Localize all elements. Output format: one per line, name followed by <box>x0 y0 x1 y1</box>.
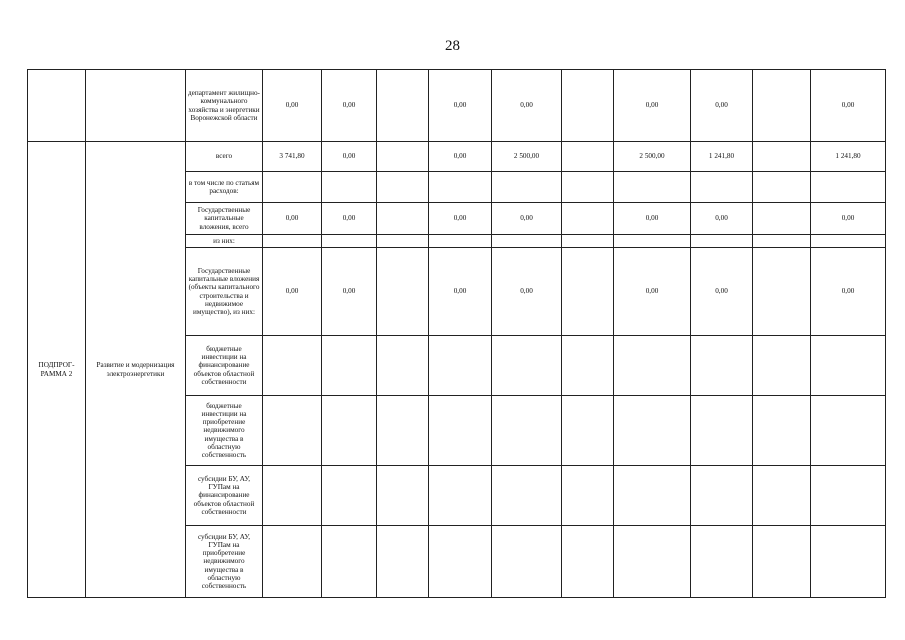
value-cell <box>562 526 614 598</box>
value-cell <box>562 70 614 142</box>
table-row <box>28 70 886 142</box>
value-cell: 0,00 <box>322 142 377 172</box>
value-cell <box>614 466 691 526</box>
value-cell <box>429 235 492 248</box>
value-cell <box>562 235 614 248</box>
program-cell: ПОДПРОГ-РАММА 2 <box>28 142 86 598</box>
value-cell <box>322 235 377 248</box>
value-cell: 0,00 <box>263 203 322 235</box>
value-cell <box>322 336 377 396</box>
value-cell: 0,00 <box>492 248 562 336</box>
value-cell: 0,00 <box>322 70 377 142</box>
value-cell <box>263 466 322 526</box>
item-cell: всего <box>186 142 263 172</box>
value-cell: 0,00 <box>811 203 886 235</box>
value-cell <box>263 396 322 466</box>
value-cell <box>753 203 811 235</box>
value-cell: 0,00 <box>811 70 886 142</box>
value-cell <box>691 235 753 248</box>
value-cell <box>562 466 614 526</box>
value-cell <box>377 526 429 598</box>
value-cell: 2 500,00 <box>492 142 562 172</box>
value-cell <box>753 142 811 172</box>
value-cell <box>429 172 492 203</box>
name-cell <box>86 70 186 142</box>
value-cell <box>322 172 377 203</box>
value-cell: 3 741,80 <box>263 142 322 172</box>
value-cell <box>691 172 753 203</box>
name-cell: Развитие и модернизация электроэнергетики <box>86 142 186 598</box>
value-cell: 0,00 <box>614 203 691 235</box>
value-cell: 0,00 <box>322 248 377 336</box>
value-cell: 0,00 <box>691 203 753 235</box>
value-cell <box>562 248 614 336</box>
value-cell: 1 241,80 <box>811 142 886 172</box>
value-cell <box>614 235 691 248</box>
value-cell <box>377 336 429 396</box>
item-cell: бюджетные инвестиции на финансирование объектов областной собственности <box>186 336 263 396</box>
value-cell <box>562 336 614 396</box>
item-cell: Государственные капитальные вложения (объекты капитального строительства и недвижимое имущество), из них: <box>186 248 263 336</box>
value-cell: 0,00 <box>429 248 492 336</box>
value-cell <box>753 336 811 396</box>
table-row <box>28 142 886 172</box>
value-cell <box>691 336 753 396</box>
value-cell <box>811 526 886 598</box>
value-cell <box>429 526 492 598</box>
item-cell: в том числе по статьям расходов: <box>186 172 263 203</box>
value-cell <box>753 248 811 336</box>
value-cell: 0,00 <box>614 248 691 336</box>
page-number: 28 <box>445 38 460 54</box>
value-cell: 0,00 <box>614 70 691 142</box>
item-cell: субсидии БУ, АУ, ГУПам на приобретение недвижимого имущества в областную собственность <box>186 526 263 598</box>
value-cell <box>562 396 614 466</box>
value-cell <box>429 396 492 466</box>
value-cell <box>811 336 886 396</box>
value-cell <box>753 235 811 248</box>
value-cell <box>377 466 429 526</box>
value-cell <box>753 172 811 203</box>
value-cell: 0,00 <box>429 142 492 172</box>
value-cell <box>614 172 691 203</box>
value-cell: 0,00 <box>429 70 492 142</box>
value-cell <box>691 466 753 526</box>
value-cell <box>614 336 691 396</box>
value-cell <box>263 235 322 248</box>
item-cell: Государственные капитальные вложения, всего <box>186 203 263 235</box>
item-cell: из них: <box>186 235 263 248</box>
value-cell: 0,00 <box>811 248 886 336</box>
value-cell: 0,00 <box>492 203 562 235</box>
value-cell <box>322 466 377 526</box>
value-cell <box>811 172 886 203</box>
value-cell <box>429 336 492 396</box>
value-cell <box>614 396 691 466</box>
program-cell <box>28 70 86 142</box>
value-cell <box>377 396 429 466</box>
value-cell <box>377 235 429 248</box>
value-cell <box>377 70 429 142</box>
value-cell <box>322 396 377 466</box>
value-cell <box>263 526 322 598</box>
budget-table <box>27 69 886 598</box>
value-cell <box>377 142 429 172</box>
value-cell <box>562 203 614 235</box>
value-cell: 0,00 <box>322 203 377 235</box>
value-cell <box>811 396 886 466</box>
value-cell <box>492 172 562 203</box>
item-cell: субсидии БУ, АУ, ГУПам на финансирование объектов областной собственности <box>186 466 263 526</box>
value-cell <box>263 336 322 396</box>
value-cell: 0,00 <box>691 248 753 336</box>
value-cell <box>492 466 562 526</box>
value-cell: 0,00 <box>263 248 322 336</box>
value-cell <box>614 526 691 598</box>
value-cell <box>492 336 562 396</box>
value-cell <box>562 172 614 203</box>
value-cell <box>691 526 753 598</box>
value-cell: 1 241,80 <box>691 142 753 172</box>
value-cell <box>753 70 811 142</box>
value-cell <box>811 466 886 526</box>
value-cell <box>429 466 492 526</box>
item-cell: бюджетные инвестиции на приобретение недвижимого имущества в областную собственность <box>186 396 263 466</box>
value-cell <box>811 235 886 248</box>
value-cell: 0,00 <box>263 70 322 142</box>
value-cell <box>492 235 562 248</box>
value-cell <box>492 396 562 466</box>
value-cell <box>753 396 811 466</box>
value-cell <box>377 203 429 235</box>
value-cell <box>753 466 811 526</box>
value-cell <box>492 526 562 598</box>
value-cell <box>377 248 429 336</box>
value-cell: 2 500,00 <box>614 142 691 172</box>
value-cell <box>377 172 429 203</box>
value-cell <box>691 396 753 466</box>
value-cell <box>263 172 322 203</box>
value-cell: 0,00 <box>429 203 492 235</box>
value-cell <box>753 526 811 598</box>
value-cell <box>562 142 614 172</box>
value-cell <box>322 526 377 598</box>
value-cell: 0,00 <box>691 70 753 142</box>
value-cell: 0,00 <box>492 70 562 142</box>
item-cell: департамент жилищно-коммунального хозяйства и энергетики Воронежской области <box>186 70 263 142</box>
